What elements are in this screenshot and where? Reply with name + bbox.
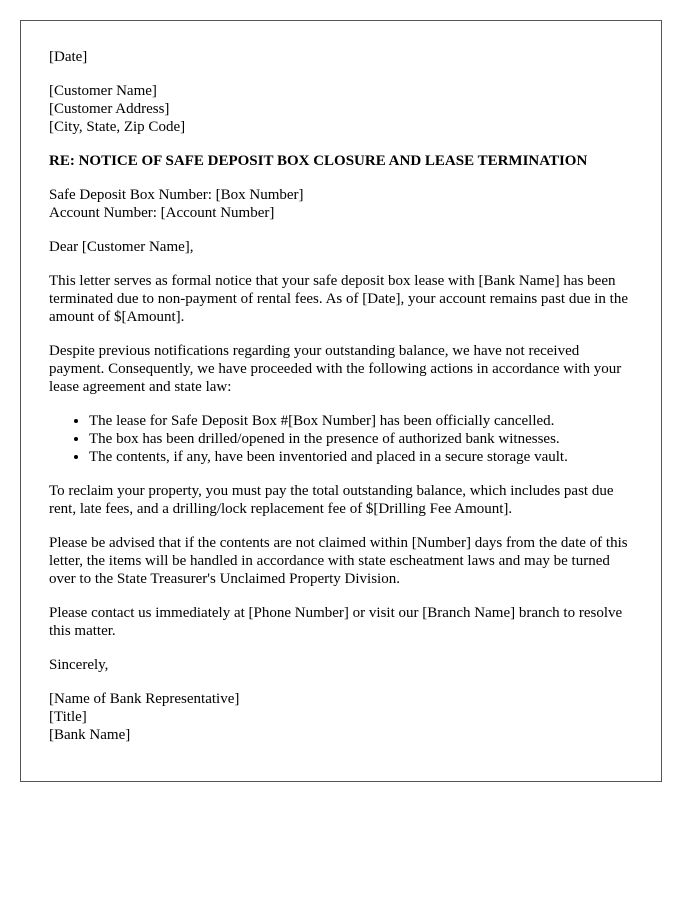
letter [20,20,662,782]
recipient-address [49,82,633,136]
paragraph: To reclaim your property, you must pay the total outstanding balance, which includes past due rent, late fees, and a drilling/lock replacement fee of $[Drilling Fee Amount]. [49,483,614,517]
signatory-bank: [Bank Name] [49,727,131,743]
signatory-title: [Title] [49,709,87,725]
subject-line: RE: NOTICE OF SAFE DEPOSIT BOX CLOSURE AND LEASE TERMINATION [49,153,588,169]
letter-date: [Date] [49,49,88,65]
list-item: • The lease for Safe Deposit Box #[Box Number] has been officially cancelled. [89,412,633,430]
list-item: • The box has been drilled/opened in the presence of authorized bank witnesses. [89,430,633,448]
signature-block [49,690,633,744]
paragraph: Despite previous notifications regarding your outstanding balance, we have not received payment. Consequently, we have proceeded with the following actions in accordance with your lease agreement and state law: [49,343,622,395]
actions-list [49,412,633,466]
signatory-name: [Name of Bank Representative] [49,691,240,707]
paragraph: Please contact us immediately at [Phone Number] or visit our [Branch Name] branch to resolve this matter. [49,605,623,639]
recipient-street: [Customer Address] [49,101,170,117]
list-item: • The contents, if any, have been inventoried and placed in a secure storage vault. [89,448,633,466]
closing: Sincerely, [49,657,109,673]
account-number: Account Number: [Account Number] [49,205,275,221]
box-number: Safe Deposit Box Number: [Box Number] [49,187,304,203]
recipient-name: [Customer Name] [49,83,157,99]
paragraph: Please be advised that if the contents are not claimed within [Number] days from the date of this letter, the items will be handled in accordance with state escheatment laws and may be turned over to the State Treasurer's Unclaimed Property Division. [49,535,628,587]
salutation: Dear [Customer Name], [49,239,194,255]
references [49,186,633,222]
recipient-city: [City, State, Zip Code] [49,119,186,135]
paragraph: This letter serves as formal notice that your safe deposit box lease with [Bank Name] has been terminated due to non-payment of rental fees. As of [Date], your account remains past due in the amount of $[Amount]. [49,273,628,325]
